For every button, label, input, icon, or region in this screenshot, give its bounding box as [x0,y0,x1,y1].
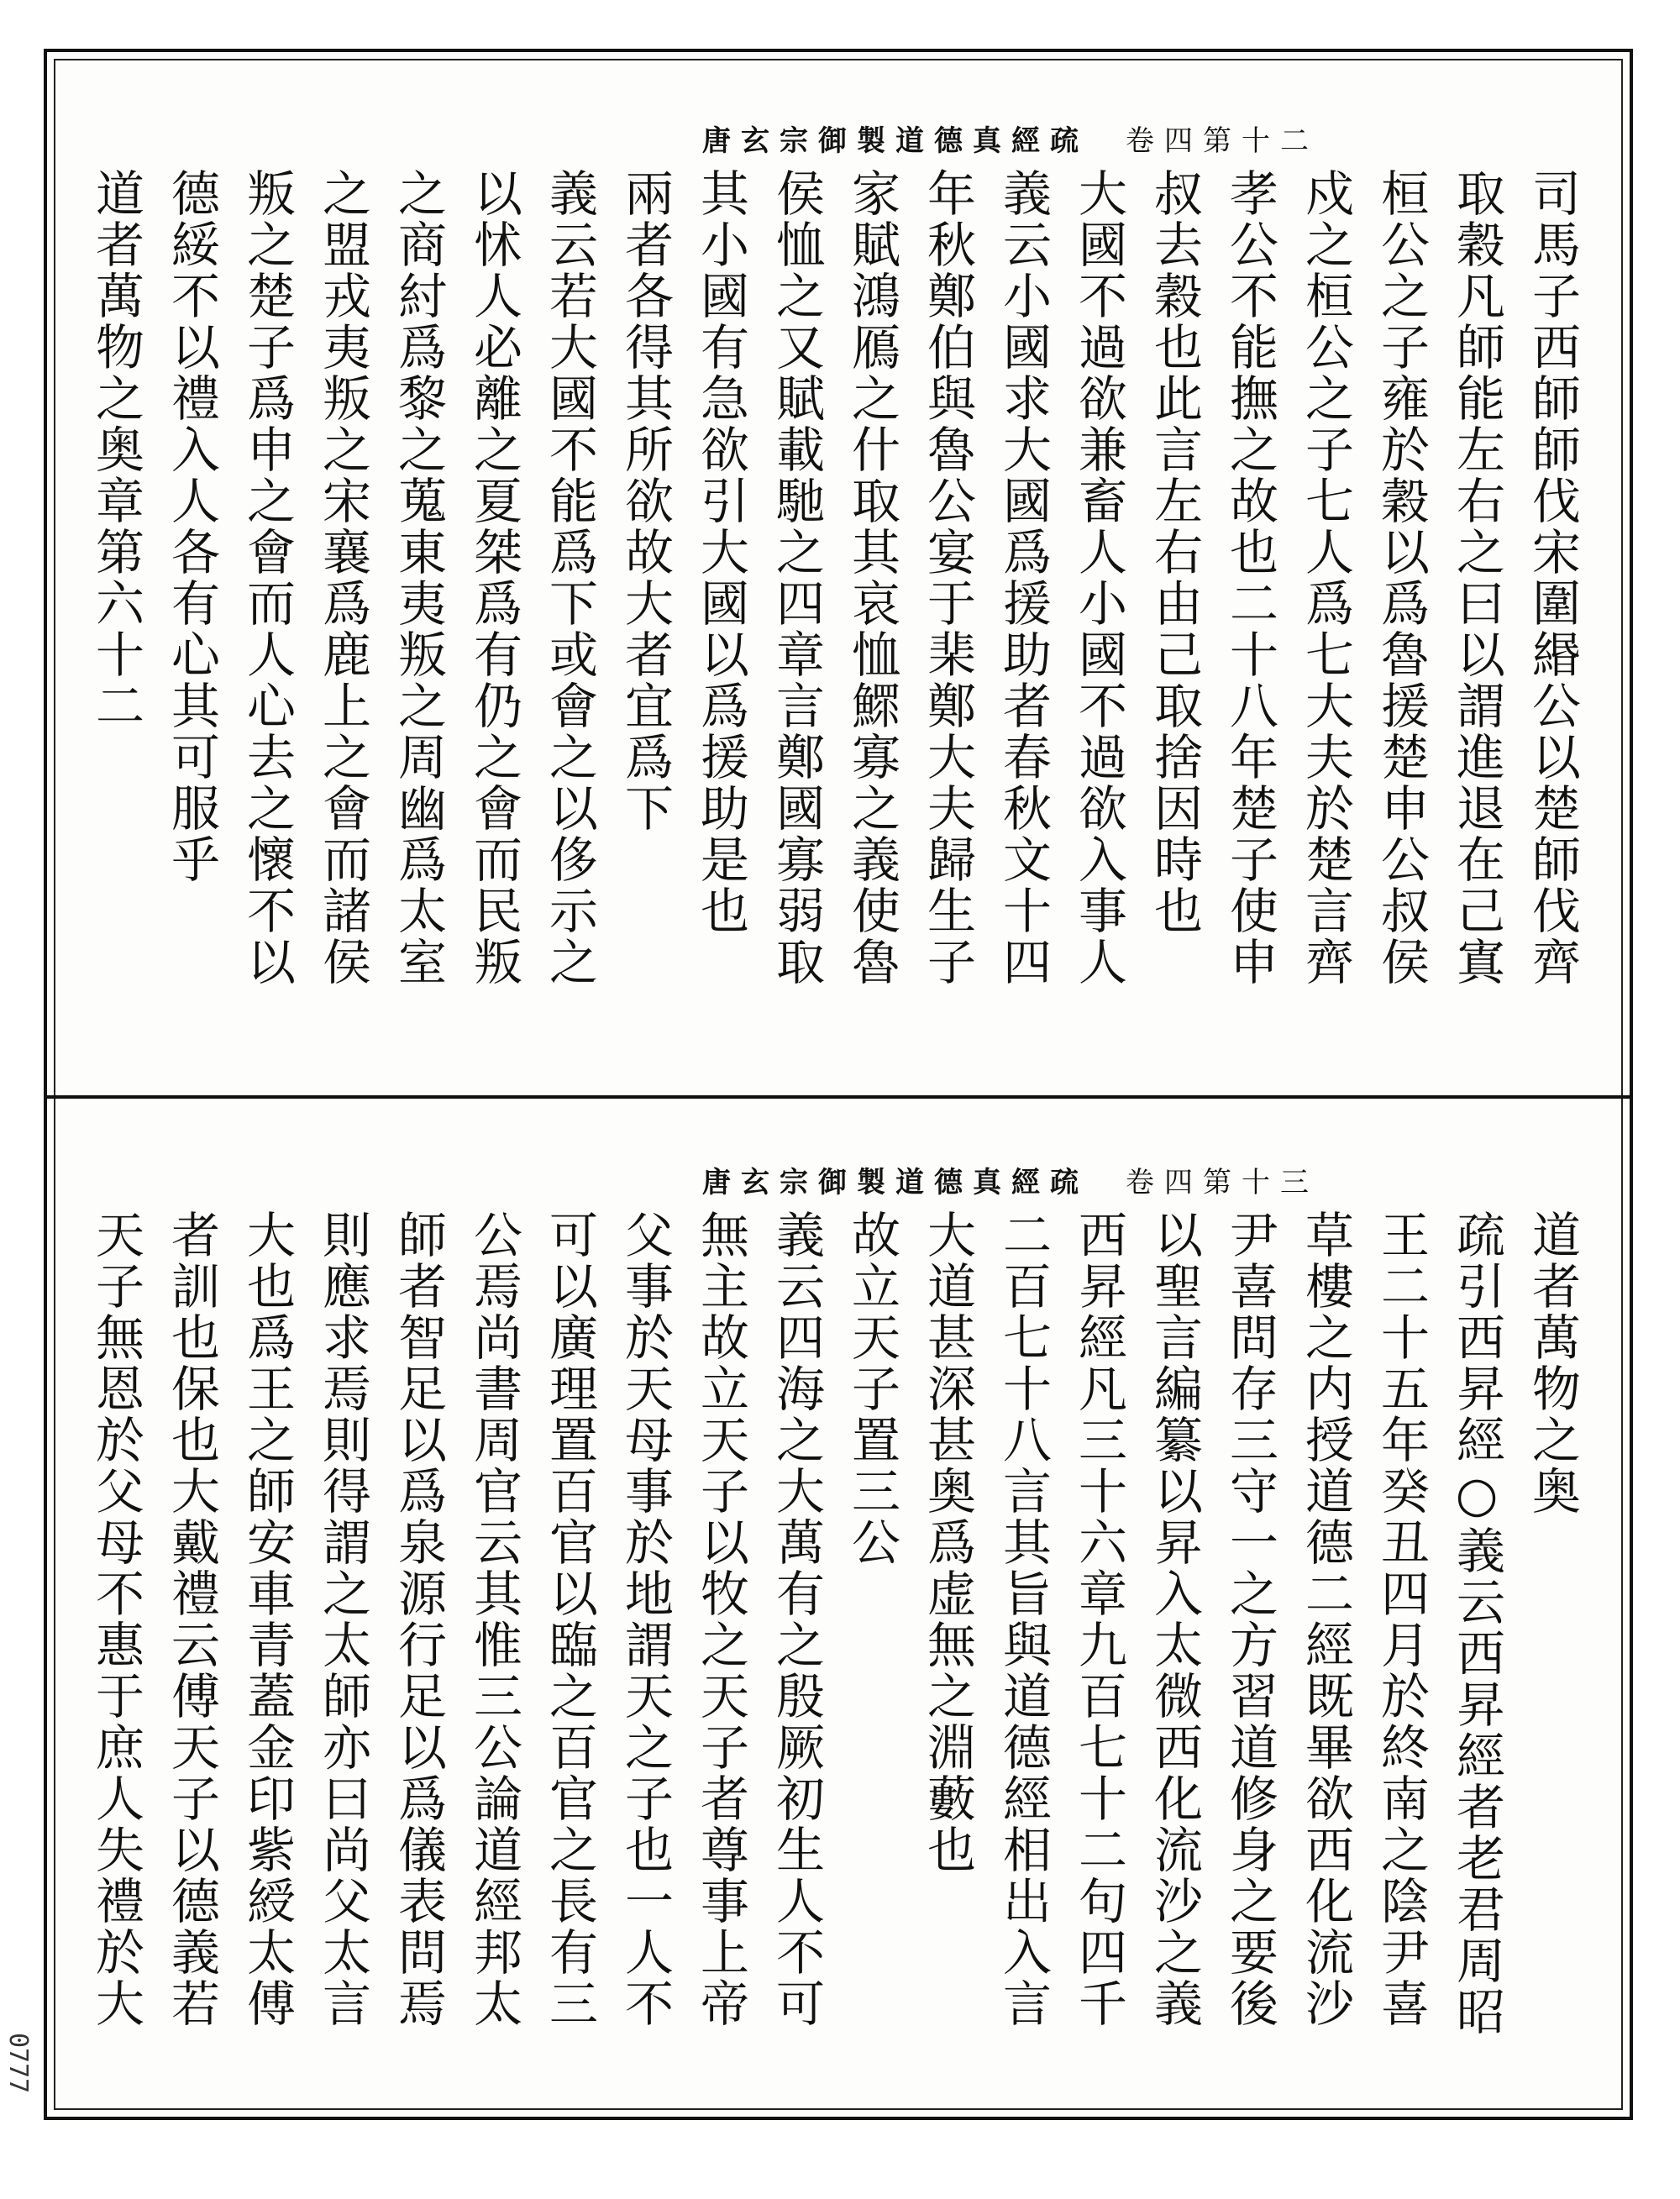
page-divider [44,1095,1633,1099]
text-column: 司馬子西師師伐宋圍緡公以楚師伐齊 [1524,168,1581,988]
text-column: 大道甚深甚奥爲虚無之淵藪也 [919,1210,976,1876]
text-column: 尹喜問存三守一之方習道修身之要後 [1221,1210,1278,2029]
top-page-header [702,118,1319,159]
text-column: 家賦鴻鴈之什取其哀恤鰥寡之義使魯 [843,168,900,988]
page-number: 0777 [3,2033,33,2094]
text-column: 道者萬物之奥章第六十二 [87,168,144,732]
top-page [84,124,1596,1092]
text-column: 大也爲王之師安車青蓋金印紫綬太傅 [239,1210,296,2029]
text-column: 師者智足以爲泉源行足以爲儀表問焉 [390,1210,447,2029]
text-column: 大國不過欲兼畜人小國不過欲入事人 [1070,168,1127,988]
text-column: 叔去穀也此言左右由己取捨因時也 [1146,168,1203,937]
text-column: 可以廣理置百官以臨之百官之長有三 [541,1210,598,2029]
text-column: 之商紂爲黎之蒐東夷叛之周幽爲太室 [390,168,447,988]
text-column: 德綏不以禮入人各有心其可服乎 [163,168,220,885]
text-column: 則應求焉則得謂之太師亦曰尚父太言 [314,1210,371,2029]
bottom-header-section: 卷四第十三 [1126,1166,1319,1199]
text-column: 以怵人必離之夏桀爲有仍之會而民叛 [465,168,522,988]
text-column: 孝公不能撫之故也二十八年楚子使申 [1221,168,1278,988]
text-column: 兩者各得其所欲故大者宜爲下 [617,168,674,834]
text-column: 西昇經凡三十六章九百七十二句四千 [1070,1210,1127,2029]
text-column: 道者萬物之奥 [1524,1210,1581,1517]
text-column: 義云小國求大國爲援助者春秋文十四 [995,168,1052,988]
text-column: 以聖言編纂以昇入太微西化流沙之義 [1146,1210,1203,2029]
bottom-text-columns [84,1210,1596,2125]
text-column: 草樓之内授道德二經既畢欲西化流沙 [1297,1210,1354,2029]
text-column: 侯恤之又賦載馳之四章言鄭國寡弱取 [768,168,825,988]
text-column: 義云若大國不能爲下或會之以侈示之 [541,168,598,988]
text-column: 無主故立天子以牧之天子者尊事上帝 [692,1210,749,2029]
text-column: 戍之桓公之子七人爲七大夫於楚言齊 [1297,168,1354,988]
text-column: 天子無恩於父母不惠于庶人失禮於大 [87,1210,144,2029]
bottom-page [84,1166,1596,2125]
text-column: 年秋鄭伯與魯公宴于棐鄭大夫歸生子 [919,168,976,988]
text-column: 故立天子置三公 [843,1210,900,1568]
top-header-title: 唐玄宗御製道德真經疏 [702,124,1089,158]
text-column: 桓公之子雍於穀以爲魯援楚申公叔侯 [1373,168,1430,988]
text-column: 取穀凡師能左右之曰以謂進退在己寘 [1448,168,1505,988]
bottom-page-header [702,1159,1319,1200]
top-text-columns [84,168,1596,1092]
text-column: 父事於天母事於地謂天之子也一人不 [617,1210,674,2029]
text-column: 疏引西昇經○義云西昇經者老君周昭 [1448,1210,1505,2038]
text-column: 義云四海之大萬有之殷厥初生人不可 [768,1210,825,2029]
text-column: 者訓也保也大戴禮云傅天子以德義若 [163,1210,220,2029]
text-column: 王二十五年癸丑四月於終南之陰尹喜 [1373,1210,1430,2029]
bottom-header-title: 唐玄宗御製道德真經疏 [702,1166,1089,1199]
text-column: 叛之楚子爲申之會而人心去之懷不以 [239,168,296,988]
text-column: 之盟戎夷叛之宋襄爲鹿上之會而諸侯 [314,168,371,988]
text-column: 公焉尚書周官云其惟三公論道經邦太 [465,1210,522,2029]
text-column: 二百七十八言其旨與道德經相出入言 [995,1210,1052,2029]
top-header-section: 卷四第十二 [1126,124,1319,158]
text-column: 其小國有急欲引大國以爲援助是也 [692,168,749,937]
